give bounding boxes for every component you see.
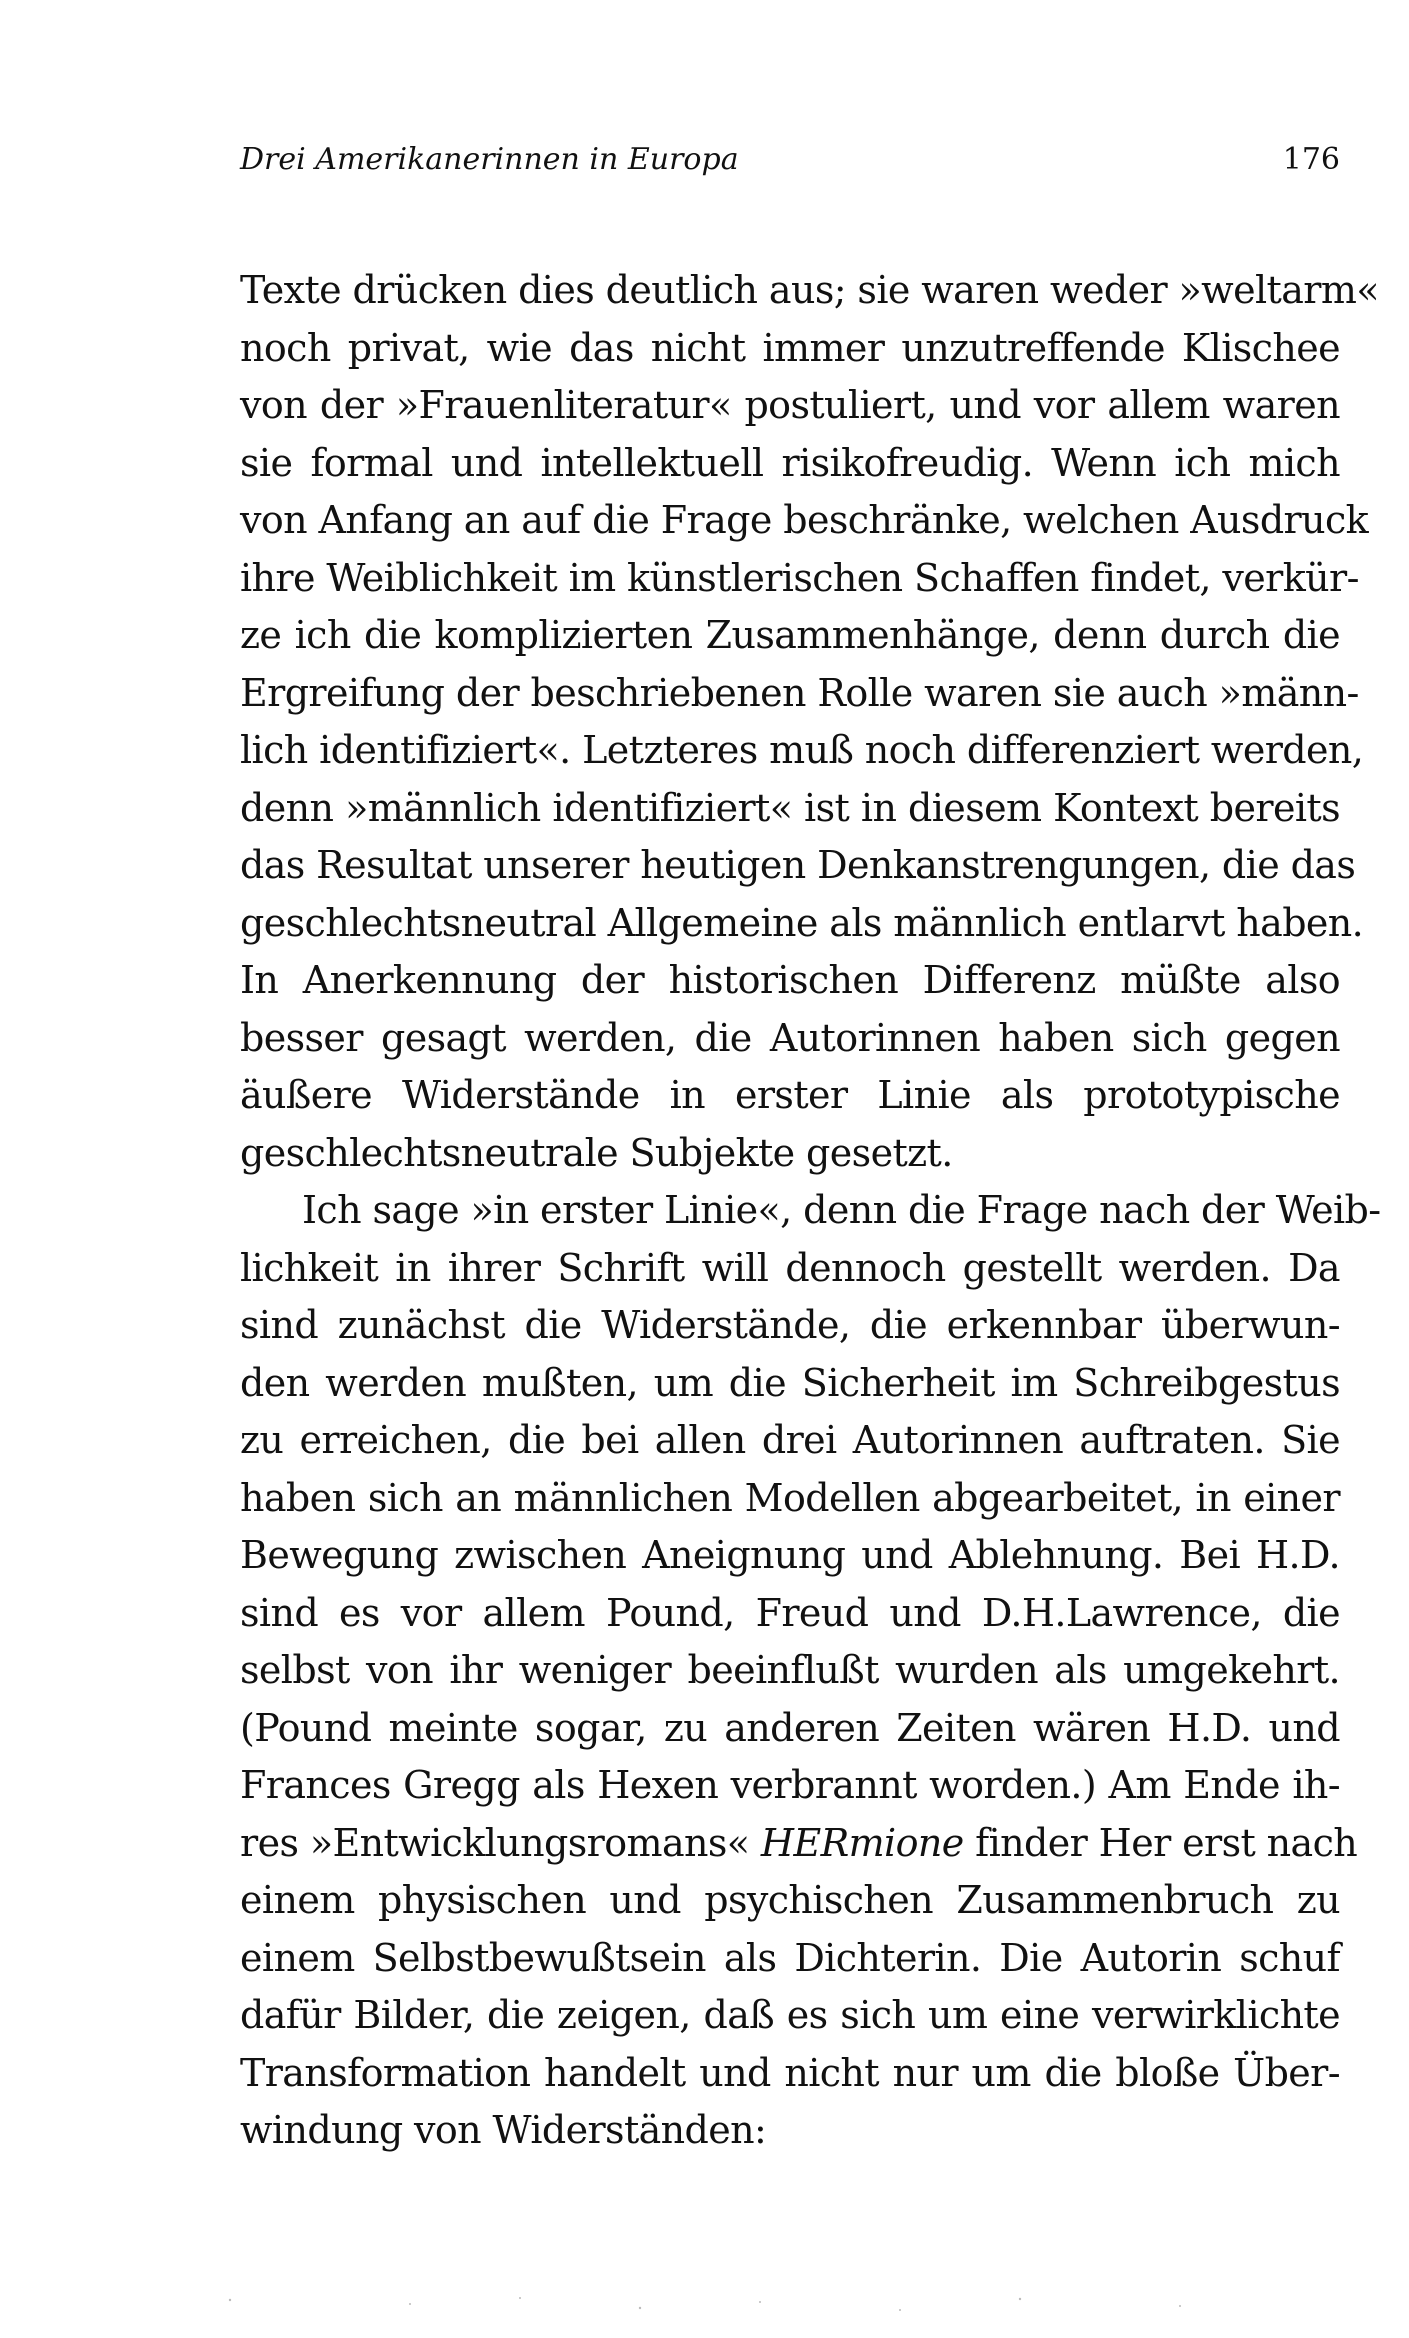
text-line: dafür Bilder, die zeigen, daß es sich um eine verwirklichte [240,1993,1340,2037]
text-line: Texte drücken dies deutlich aus; sie waren weder »weltarm« [240,268,1379,312]
text-line-indent: Ich sage »in erster Linie«, denn die Frage nach der Weib- [302,1188,1381,1232]
text-line-last: windung von Widerständen: [240,2108,767,2152]
running-head [240,142,1340,190]
text-line: den werden mußten, um die Sicherheit im Schreibgestus [240,1360,1340,1405]
text-line: noch privat, wie das nicht immer unzutreffende Klischee [240,325,1340,370]
text-line: (Pound meinte sogar, zu anderen Zeiten wären H.D. und [240,1705,1340,1750]
text-line: Bewegung zwischen Aneignung und Ablehnung. Bei H.D. [240,1533,1340,1577]
paragraph-1 [240,262,1379,1182]
text-line: sind es vor allem Pound, Freud und D.H.Lawrence, die [240,1590,1340,1635]
page-number: 176 [1282,142,1340,177]
text-line: sind zunächst die Widerstände, die erkennbar überwun- [240,1303,1340,1347]
text-line: Transformation handelt und nicht nur um die bloße Über- [240,2050,1340,2095]
text-line: das Resultat unserer heutigen Denkanstrengungen, die das [240,843,1356,887]
text-line: äußere Widerstände in erster Linie als prototypische [240,1073,1340,1117]
text-line: ihre Weiblichkeit im künstlerischen Schaffen findet, verkür- [240,555,1359,600]
paragraph-2 [240,1182,1381,2160]
text-line: In Anerkennung der historischen Differenz müßte also [240,958,1340,1002]
running-title: Drei Amerikanerinnen in Europa [240,142,739,177]
text-line: selbst von ihr weniger beeinflußt wurden als umgekehrt. [240,1648,1340,1692]
text-line: Ergreifung der beschriebenen Rolle waren sie auch »männ- [240,670,1359,715]
text-line: einem physischen und psychischen Zusammenbruch zu [240,1878,1340,1922]
text-line: ze ich die komplizierten Zusammenhänge, denn durch die [240,613,1340,657]
text-line: zu erreichen, die bei allen drei Autorinnen auftraten. Sie [240,1418,1340,1462]
text-line: lichkeit in ihrer Schrift will dennoch gestellt werden. Da [240,1245,1340,1290]
text-line: besser gesagt werden, die Autorinnen haben sich gegen [240,1015,1340,1060]
line-segment: finder Her erst nach [963,1820,1358,1865]
text-line: von Anfang an auf die Frage beschränke, welchen Ausdruck [240,498,1369,542]
text-line: sie formal und intellektuell risikofreudig. Wenn ich mich [240,440,1340,485]
text-line: einem Selbstbewußtsein als Dichterin. Die Autorin schuf [240,1935,1340,1980]
text-line-with-italic [240,1815,1358,1873]
scan-speckle [0,2290,1409,2320]
text-line: geschlechtsneutral Allgemeine als männlich entlarvt haben. [240,900,1364,945]
line-segment: res »Entwicklungsromans« [240,1820,761,1865]
body-text [240,262,1381,2160]
text-line: Frances Gregg als Hexen verbrannt worden.) Am Ende ih- [240,1763,1340,1807]
text-line-last: geschlechtsneutrale Subjekte gesetzt. [240,1130,953,1175]
text-line: denn »männlich identifiziert« ist in diesem Kontext bereits [240,785,1340,830]
italic-title: HERmione [760,1820,964,1865]
text-line: haben sich an männlichen Modellen abgearbeitet, in einer [240,1475,1340,1520]
text-line: lich identifiziert«. Letzteres muß noch differenziert werden, [240,728,1364,772]
text-line: von der »Frauenliteratur« postuliert, und vor allem waren [240,383,1340,427]
